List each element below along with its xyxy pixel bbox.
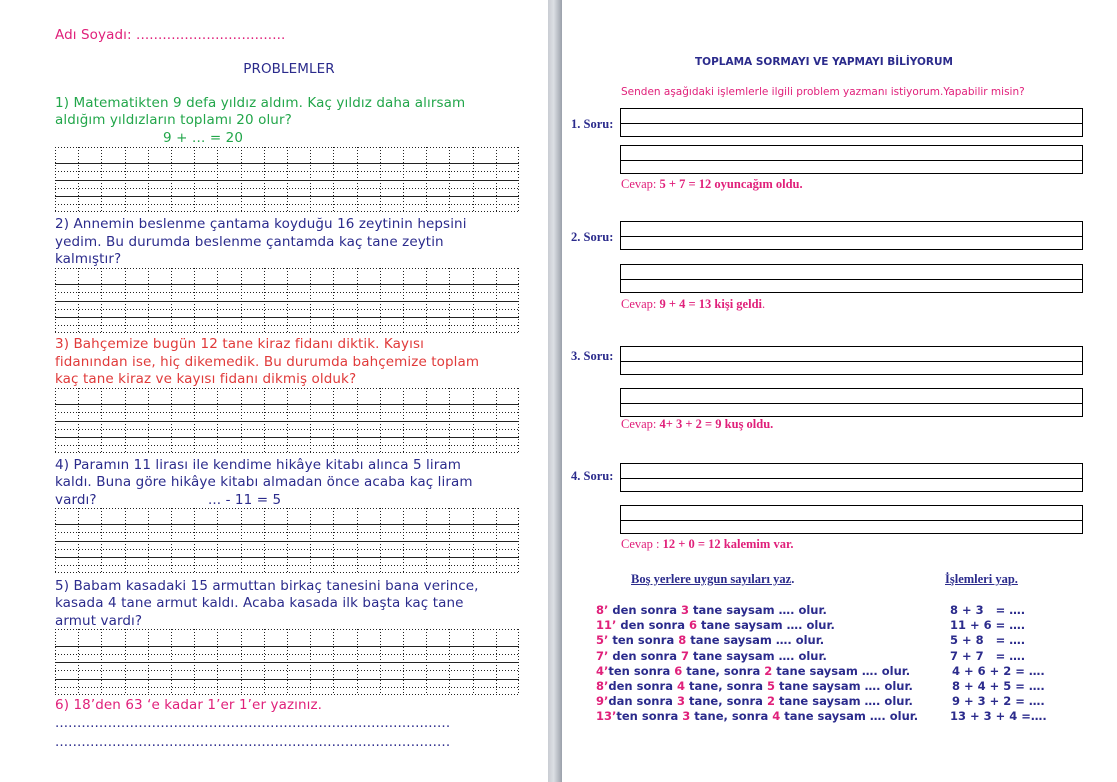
question-3-answer [621,417,773,432]
question-1-answer [621,177,803,192]
fill-row-text: den sonra [616,618,689,633]
fill-row-text: den sonra [608,648,681,663]
fill-row-number: 5’ [596,633,609,648]
problem-1-line-1: 1) Matematikten 9 defa yıldız aldım. Kaç yıldız daha alırsam [55,95,466,111]
fill-row-number: 3 [680,603,689,617]
answer-grid-2 [55,268,519,333]
operation-row-3: 5 + 8 = …. [950,633,1026,648]
problem-4-line-3: vardı? [55,492,97,508]
right-page-title: TOPLAMA SORMAYI VE YAPMAYI BİLİYORUM [695,56,953,68]
problem-3-line-2: fidanından ise, hiç dikemedik. Bu durumda bahçemize toplam [55,354,480,370]
problem-1-line-2: aldığım yıldızların toplamı 20 olur? [55,112,292,128]
fill-row-number: 3 [682,709,691,724]
fill-row-text: tane saysam …. olur. [772,663,911,678]
question-1-writing-lines-b [620,145,1083,174]
fill-row-8 [596,709,926,724]
fill-row-text: ten sonra [616,709,683,724]
fill-row-text: tane, sonra [684,679,767,693]
fill-row-text: tane saysam …. olur. [775,679,913,693]
problem-2-line-2: yedim. Bu durumda beslenme çantamda kaç tane zeytin [55,234,444,250]
fill-row-number: 11’ [596,618,617,633]
problem-3-line-3: kaç tane kiraz ve kayısı fidanı dikmiş olduk? [55,371,357,387]
problems-heading: PROBLEMLER [243,61,335,77]
problem-2-line-3: kalmıştır? [55,251,122,267]
fill-row-2 [596,618,926,633]
name-field: Adı Soyadı: .................................. [55,27,286,43]
question-2-label: 2. Soru: [571,230,614,244]
question-4-writing-lines-a [620,463,1083,492]
answer-prefix: Cevap: [621,417,660,431]
answer-grid-5 [55,629,519,695]
answer-value: 9 + 4 = 13 kişi geldi [659,297,763,311]
fill-row-text: tane, sonra [684,694,767,709]
operation-row-7: 9 + 3 + 2 = …. [952,694,1045,709]
fill-row-number: 8 [678,633,687,648]
fill-row-number: 9’ [596,694,609,709]
fill-row-text: tane saysam …. olur. [686,633,825,648]
problem-5-line-2: kasada 4 tane armut kaldı. Acaba kasada ilk başta kaç tane [55,595,464,611]
page-divider [548,0,562,782]
question-3-writing-lines-b [620,388,1083,417]
problem-5-line-3: armut vardı? [55,613,143,629]
instruction-text: Senden aşağıdaki işlemlerle ilgili problem yazmanı istiyorum.Yapabilir misin? [621,86,1025,98]
question-3-writing-lines-a [620,346,1083,375]
fill-row-text: tane saysam …. olur. [780,709,919,724]
fill-row-text: tane saysam …. olur. [688,648,827,663]
fill-row-text: den sonra [608,603,681,617]
problem-5-line-1: 5) Babam kasadaki 15 armuttan birkaç tanesini bana verince, [55,578,479,594]
problem-4-line-2: kaldı. Buna göre hikâye kitabı almadan önce acaba kaç liram [55,474,473,490]
fill-row-text: tane, sonra [682,663,765,678]
fill-row-number: 3 [676,694,685,709]
operation-row-2: 11 + 6 = …. [950,618,1026,633]
answer-value: 4+ 3 + 2 = 9 kuş oldu. [659,417,774,431]
fill-row-1 [596,603,926,618]
fill-row-number: 7 [680,648,689,663]
fill-row-3 [596,633,926,648]
fill-row-number: 4 [676,679,685,693]
answer-prefix: Cevap : [621,537,663,551]
fill-row-text: den sonra [608,679,677,693]
question-1-label: 1. Soru: [571,117,614,131]
question-2-writing-lines-b [620,264,1083,293]
problem-4-line-1: 4) Paramın 11 lirası ile kendime hikâye kitabı alınca 5 liram [55,457,462,473]
operation-row-6: 8 + 4 + 5 = …. [952,679,1045,693]
operation-row-8: 13 + 3 + 4 =…. [950,709,1047,724]
answer-suffix: . [762,297,766,311]
answer-prefix: Cevap: [621,177,660,191]
fill-blanks-heading-text: Boş yerlere uygun sayıları yaz [631,572,792,586]
fill-row-text: tane saysam …. olur. [696,618,835,633]
fill-row-text: tane saysam …. olur. [774,694,913,709]
fill-row-number: 13’ [596,709,617,724]
problem-3-line-1: 3) Bahçemize bugün 12 tane kiraz fidanı diktik. Kayısı [55,336,424,352]
fill-row-number: 8’ [596,603,609,617]
operation-row-5: 4 + 6 + 2 = …. [952,663,1045,678]
fill-row-7 [596,694,926,709]
fill-row-number: 2 [764,663,773,678]
answer-value: 12 + 0 = 12 kalemim var. [662,537,794,551]
operations-heading: İşlemleri yap. [945,572,1018,586]
fill-row-text: tane, sonra [690,709,773,724]
answer-grid-3 [55,388,519,453]
operation-row-4: 7 + 7 = …. [950,648,1026,663]
fill-row-text: dan sonra [608,694,677,709]
question-4-writing-lines-b [620,505,1083,534]
problem-6-line-1: 6) 18’den 63 ‘e kadar 1’er 1’er yazınız. [55,697,323,713]
question-2-writing-lines-a [620,221,1083,250]
fill-row-number: 7’ [596,648,609,663]
fill-row-number: 4’ [596,663,609,678]
right-worksheet-page [562,0,1117,782]
answer-prefix: Cevap: [621,297,660,311]
fill-row-number: 6 [688,618,697,633]
problem-2-line-1: 2) Annemin beslenme çantama koyduğu 16 zeytinin hepsini [55,216,467,232]
problem-1-equation: 9 + … = 20 [163,130,244,146]
fill-row-text: tane saysam …. olur. [688,603,827,617]
fill-row-text: ten sonra [608,663,675,678]
fill-row-number: 8’ [596,679,609,693]
fill-row-6 [596,679,926,694]
fill-row-text: ten sonra [608,633,679,648]
fill-row-number: 6 [674,663,683,678]
operation-row-1: 8 + 3 = …. [950,603,1026,617]
answer-value: 5 + 7 = 12 oyuncağım oldu. [659,177,803,191]
answer-grid-1 [55,147,519,212]
problem-4-equation: ... - 11 = 5 [208,492,282,508]
fill-blanks-heading-dot: . [791,572,795,586]
left-worksheet-page [0,0,548,782]
answer-grid-4 [55,508,519,573]
question-4-label: 4. Soru: [571,469,614,483]
fill-row-number: 4 [772,709,781,724]
fill-row-number: 5 [766,679,775,693]
fill-row-4 [596,649,926,664]
fill-blanks-heading [631,572,794,587]
question-1-writing-lines-a [620,108,1083,137]
fill-row-5 [596,664,926,679]
question-2-answer [621,297,765,312]
question-3-label: 3. Soru: [571,349,614,363]
writing-dotted-line-2: .......................................................................................... [55,734,451,750]
writing-dotted-line-1: .......................................................................................... [55,715,451,731]
fill-row-number: 2 [766,694,775,709]
question-4-answer [621,537,793,552]
